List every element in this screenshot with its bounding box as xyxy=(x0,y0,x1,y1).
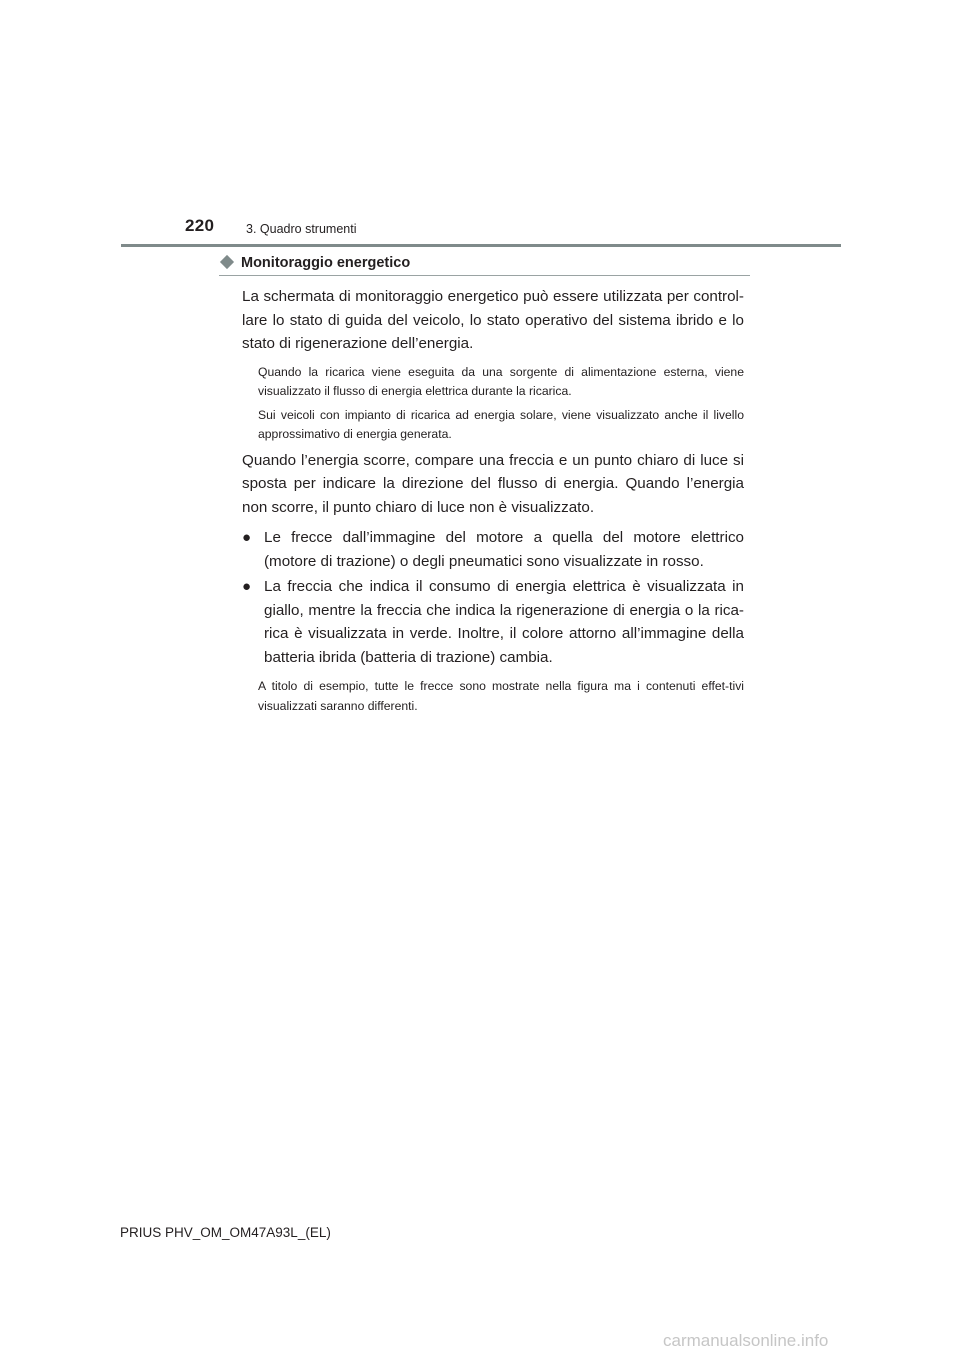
note-paragraph: Sui veicoli con impianto di ricarica ad energia solare, viene visualizzato anche il livello approssimativo di energia generata. xyxy=(258,407,744,441)
list-item-text: La freccia che indica il consumo di energia elettrica è visualizzata in giallo, mentre la freccia che indica la rigenerazione di energia o la rica-rica è visualizzata in verde. Inoltre, il colore attorno all’immagine della batteria ibrida (batteria di trazione) cambia. xyxy=(264,578,744,666)
main-content xyxy=(242,285,744,720)
page-number: 220 xyxy=(185,216,215,235)
section-title: 3. Quadro strumenti xyxy=(246,222,357,236)
bullet-icon: ● xyxy=(242,529,252,546)
intro-paragraph: La schermata di monitoraggio energetico può essere utilizzata per control-lare lo stato di guida del veicolo, lo stato operativo del sistema ibrido e lo stato di rigenerazione dell’energia. xyxy=(242,288,744,352)
subsection-heading xyxy=(219,253,750,276)
flow-paragraph: Quando l’energia scorre, compare una freccia e un punto chiaro di luce si sposta per indicare la direzione del flusso di energia. Quando l’energia non scorre, il punto chiaro di luce non è visualizzato. xyxy=(242,451,744,516)
note-paragraph: A titolo di esempio, tutte le frecce sono mostrate nella figura ma i contenuti effet-tivi visualizzati saranno differenti. xyxy=(258,679,744,713)
list-item xyxy=(242,575,744,669)
subsection-title: Monitoraggio energetico xyxy=(241,254,411,271)
list-item xyxy=(242,526,744,573)
diamond-icon xyxy=(220,255,234,269)
note-paragraph: Quando la ricarica viene eseguita da una sorgente di alimentazione esterna, viene visualizzato il flusso di energia elettrica durante la ricarica. xyxy=(258,364,744,398)
bullet-icon: ● xyxy=(242,578,252,595)
watermark-text: carmanualsonline.info xyxy=(663,1331,829,1350)
document-code: PRIUS PHV_OM_OM47A93L_(EL) xyxy=(120,1225,331,1240)
header-divider xyxy=(121,244,841,247)
list-item-text: Le frecce dall’immagine del motore a quella del motore elettrico (motore di trazione) o degli pneumatici sono visualizzate in rosso. xyxy=(264,529,744,570)
